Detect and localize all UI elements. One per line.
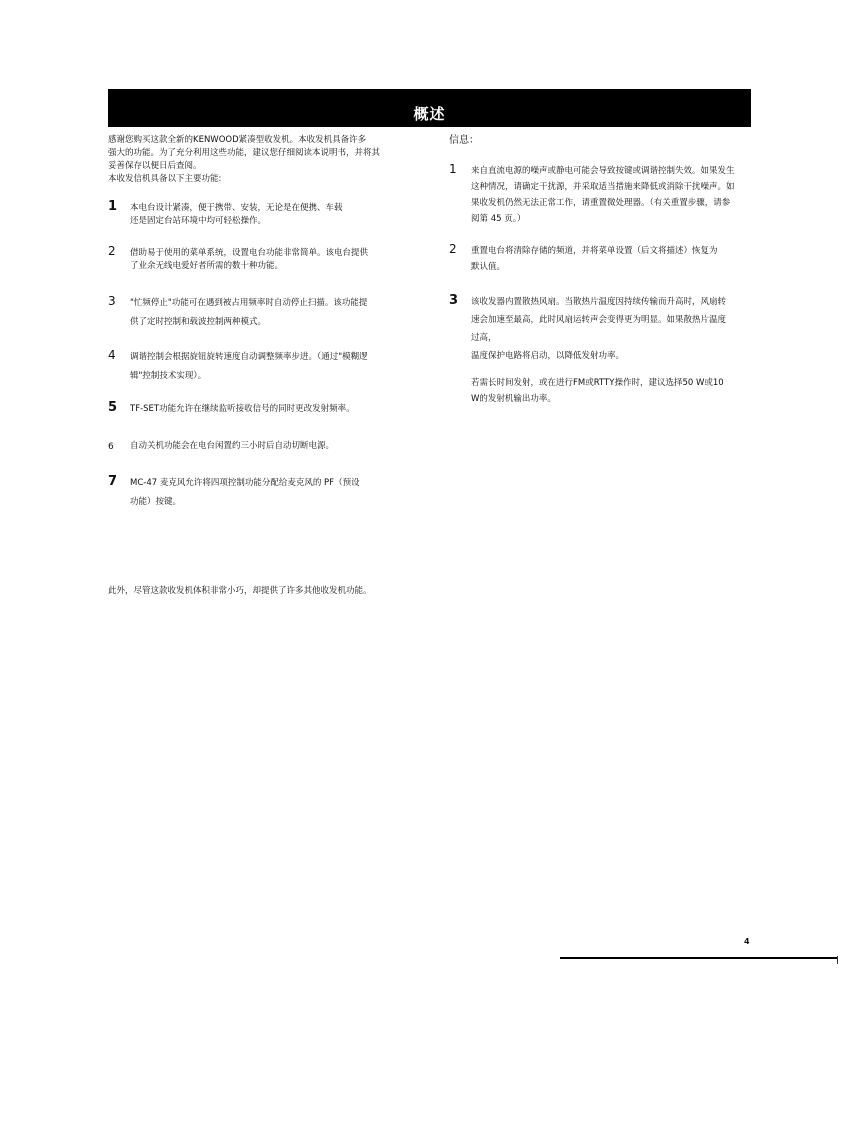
- item-line: 该收发器内置散热风扇。当散热片温度因持续传输而升高时，风扇转: [471, 297, 727, 307]
- item-line: 供了定时控制和载波控制两种模式。: [130, 317, 267, 327]
- item-line: 调谐控制会根据旋钮旋转速度自动调整频率步进。（通过"模糊逻: [130, 352, 368, 362]
- item-number: 1: [449, 162, 457, 176]
- item-line: 果收发机仍然无法正常工作，请重置微处理器。（有关重置步骤，请参: [471, 198, 731, 208]
- section-title: 概述: [413, 105, 446, 123]
- item-line: 默认值。: [471, 262, 506, 272]
- feature-item-7: [108, 474, 418, 509]
- item-line: 还是固定台站环境中均可轻松操作。: [130, 216, 267, 226]
- page-footer-rule-tick: [837, 956, 838, 964]
- item-line: 温度保护电路将启动，以降低发射功率。: [471, 351, 625, 361]
- feature-item-1: [108, 199, 418, 228]
- item-number: 4: [108, 348, 116, 362]
- page-footer-rule: [560, 957, 838, 959]
- intro-paragraph: [108, 134, 418, 186]
- item-number: 7: [108, 474, 118, 489]
- item-number: 3: [108, 294, 116, 308]
- item-number: 3: [449, 293, 459, 308]
- item-line: 阅第 45 页。）: [471, 214, 526, 224]
- item-line: "忙频停止"功能可在遇到被占用频率时自动停止扫描。该功能提: [130, 298, 368, 308]
- feature-item-3: [108, 294, 418, 329]
- item-line: 了业余无线电爱好者所需的数十种功能。: [130, 261, 284, 271]
- page-number: 4: [744, 937, 750, 946]
- intro-line: 感谢您购买这款全新的KENWOOD紧凑型收发机。本收发机具备许多: [108, 135, 367, 145]
- item-number: 2: [108, 244, 116, 258]
- intro-line: 强大的功能。为了充分利用这些功能，建议您仔细阅读本说明书，并将其: [108, 148, 381, 158]
- item-number: 1: [108, 199, 118, 214]
- item-line: 这种情况，请确定干扰源，并采取适当措施来降低或消除干扰噪声。如: [471, 182, 735, 192]
- item-line: 功能）按键。: [130, 497, 182, 507]
- item-line: W的发射机输出功率。: [471, 394, 556, 404]
- item-number: 5: [108, 400, 118, 415]
- item-line: 过高，: [471, 333, 497, 343]
- item-line: 速会加速至最高，此时风扇运转声会变得更为明显。如果散热片温度: [471, 315, 727, 325]
- item-line: 借助易于使用的菜单系统，设置电台功能非常简单。该电台提供: [130, 248, 369, 258]
- intro-line: 妥善保存以便日后查阅。: [108, 161, 202, 171]
- item-line: 重置电台将清除存储的频道，并将菜单设置（后文将描述）恢复为: [471, 246, 718, 256]
- info-item-2: [449, 242, 754, 274]
- item-line: 来自直流电源的噪声或静电可能会导致按键或调谐控制失效。如果发生: [471, 166, 735, 176]
- item-line: 辑"控制技术实现）。: [130, 371, 207, 381]
- item-number: 2: [449, 242, 457, 256]
- closing-note: 此外，尽管这款收发机体积非常小巧，却提供了许多其他收发机功能。: [108, 586, 372, 596]
- item-line: 自动关机功能会在电台闲置约三小时后自动切断电源。: [130, 441, 335, 451]
- item-line: MC-47 麦克风允许将四项控制功能分配给麦克风的 PF（预设: [130, 478, 360, 488]
- feature-item-4: [108, 348, 418, 383]
- feature-item-5: [108, 400, 418, 416]
- item-number: 6: [108, 442, 114, 452]
- item-line: TF-SET功能允许在继续监听接收信号的同时更改发射频率。: [130, 404, 355, 414]
- info-item-1: [449, 162, 754, 226]
- feature-item-2: [108, 244, 418, 273]
- item-line: 本电台设计紧凑，便于携带、安装，无论是在便携、车载: [130, 203, 343, 213]
- intro-line: 本收发信机具备以下主要功能:: [108, 174, 222, 184]
- item-line: 若需长时间发射，或在进行FM或RTTY操作时，建议选择50 W或10: [471, 378, 724, 388]
- right-column: [449, 134, 754, 406]
- left-column: [108, 134, 418, 509]
- info-item-3: [449, 293, 754, 406]
- feature-item-6: [108, 440, 418, 453]
- section-header-bar: [108, 89, 751, 127]
- info-heading: 信息：: [449, 135, 479, 146]
